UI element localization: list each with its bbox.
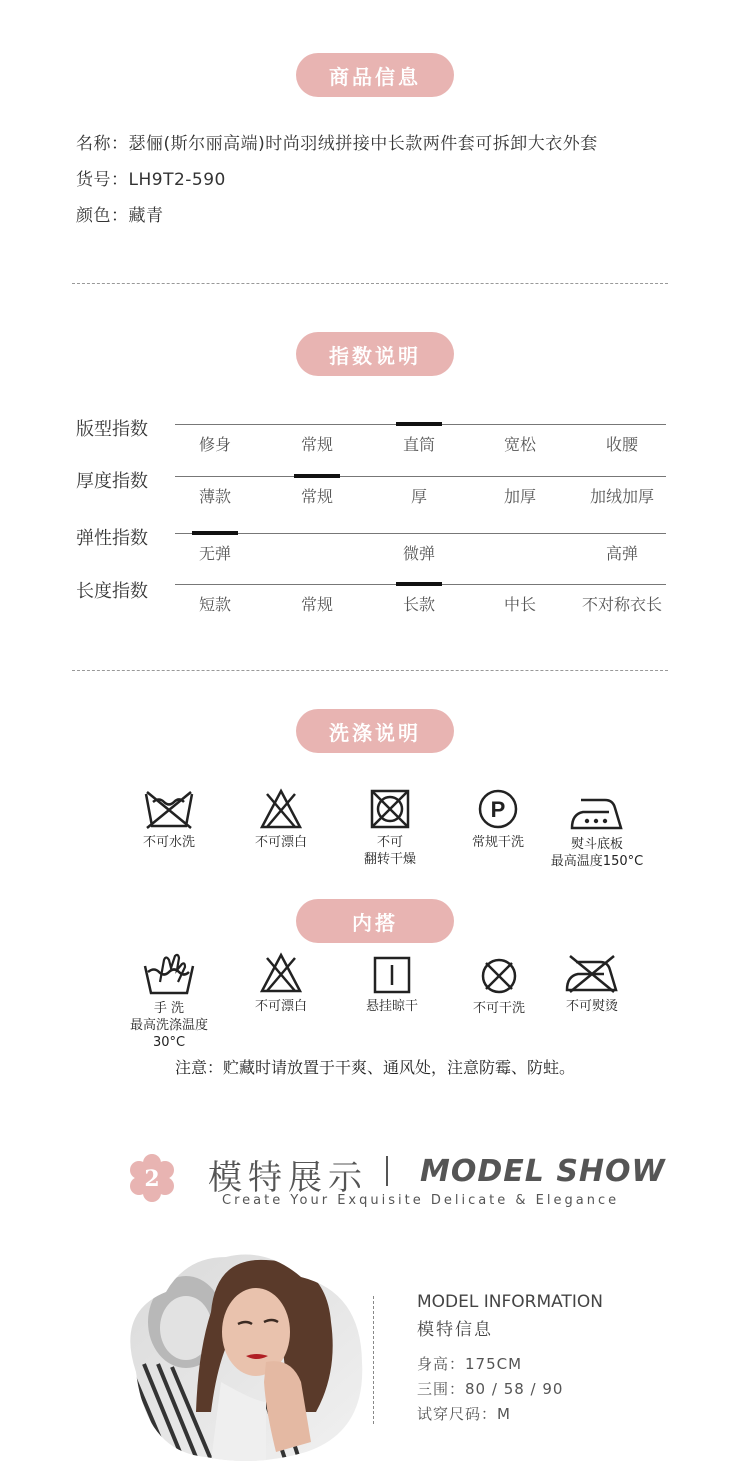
model-measurements-value: 80 / 58 / 90 <box>465 1380 564 1398</box>
index-option: 不对称衣长 <box>581 595 662 614</box>
index-option: 宽松 <box>503 435 536 454</box>
model-info-subtitle: 模特信息 <box>417 1320 493 1340</box>
care-label: 不可熨烫 <box>565 999 618 1014</box>
product-name-value: 瑟俪(斯尔丽高端)时尚羽绒拼接中长款两件套可拆卸大衣外套 <box>128 134 598 154</box>
care-no-water-wash <box>114 788 224 851</box>
index-option: 加厚 <box>503 487 536 506</box>
divider <box>72 283 668 284</box>
model-height-key: 身高： <box>417 1355 466 1373</box>
no-bleach-icon <box>259 952 303 994</box>
section-number: 2 <box>144 1166 160 1192</box>
iron-icon <box>569 792 625 832</box>
index-selected-marker <box>396 422 442 426</box>
index-label: 版型指数 <box>76 419 148 440</box>
model-size-row <box>417 1403 511 1424</box>
index-option: 短款 <box>198 595 231 614</box>
care-label: 不可漂白 <box>254 999 307 1014</box>
care-label: 不可漂白 <box>254 835 307 850</box>
index-selected-marker <box>294 474 340 478</box>
model-size-key: 试穿尺码： <box>417 1405 498 1423</box>
product-sku-key: 货号： <box>76 170 129 190</box>
care-label: 常规干洗 <box>471 835 524 850</box>
no-dry-clean-icon <box>479 956 519 996</box>
index-option: 薄款 <box>198 487 231 506</box>
care-no-tumble-dry <box>335 788 445 868</box>
care-label: 手 洗 最高洗涤温度30°C <box>129 1001 208 1050</box>
section-title-product-info: 商品信息 <box>296 53 454 97</box>
care-hand-wash <box>114 952 224 1051</box>
model-info-title: MODEL INFORMATION <box>417 1292 603 1312</box>
model-measurements-key: 三围： <box>417 1380 466 1398</box>
model-show-subtitle: Create Your Exquisite Delicate & Elegance <box>222 1193 620 1208</box>
index-label: 厚度指数 <box>76 471 148 492</box>
section-title-index: 指数说明 <box>296 332 454 376</box>
section-title-washing: 洗涤说明 <box>296 709 454 753</box>
no-iron-icon <box>564 954 620 994</box>
index-option: 直筒 <box>402 435 435 454</box>
care-label: 悬挂晾干 <box>365 999 418 1014</box>
model-size-value: M <box>497 1405 511 1423</box>
index-selected-marker <box>396 582 442 586</box>
care-label: 不可水洗 <box>142 835 195 850</box>
index-scale-line <box>175 533 666 534</box>
index-option: 厚 <box>410 487 427 506</box>
model-show-title-cn: 模特展示 <box>208 1158 368 1198</box>
index-option: 常规 <box>300 435 333 454</box>
care-label: 不可 翻转干燥 <box>363 835 416 867</box>
index-option: 常规 <box>300 595 333 614</box>
index-option: 常规 <box>300 487 333 506</box>
model-measurements-row <box>417 1378 563 1399</box>
title-separator <box>386 1156 388 1186</box>
info-divider <box>373 1296 374 1424</box>
model-show-title-en: MODEL SHOW <box>420 1154 666 1189</box>
no-tumble-dry-icon <box>369 788 411 830</box>
dry-clean-p-icon <box>477 788 519 830</box>
no-water-wash-icon <box>143 788 195 830</box>
index-option: 长款 <box>402 595 435 614</box>
index-option: 微弹 <box>402 544 435 563</box>
product-name-row <box>76 129 598 154</box>
hand-wash-icon <box>142 952 196 996</box>
storage-note: 注意：贮藏时请放置于干爽、通风处，注意防霉、防蛀。 <box>174 1058 575 1077</box>
flower-number-icon <box>128 1154 176 1202</box>
model-height-row <box>417 1353 522 1374</box>
index-option: 加绒加厚 <box>589 487 654 506</box>
index-option: 收腰 <box>605 435 638 454</box>
product-sku-row <box>76 165 226 190</box>
index-option: 中长 <box>503 595 536 614</box>
product-color-value: 藏青 <box>128 206 164 226</box>
care-dry-clean <box>443 788 553 851</box>
index-option: 无弹 <box>198 544 231 563</box>
index-label: 弹性指数 <box>76 528 148 549</box>
care-iron <box>542 792 652 870</box>
care-no-iron <box>537 954 647 1015</box>
care-label: 不可干洗 <box>472 1001 525 1016</box>
care-line-dry <box>337 956 447 1015</box>
index-label: 长度指数 <box>76 581 148 602</box>
care-no-bleach <box>226 788 336 851</box>
svg-text:P: P <box>490 797 506 822</box>
index-option: 高弹 <box>605 544 638 563</box>
product-color-row <box>76 201 164 226</box>
index-option: 修身 <box>198 435 231 454</box>
product-sku-value: LH9T2-590 <box>128 170 226 190</box>
section-title-inner: 内搭 <box>296 899 454 943</box>
no-bleach-icon <box>259 788 303 830</box>
care-no-bleach-inner <box>226 952 336 1015</box>
product-color-key: 颜色： <box>76 206 129 226</box>
model-height-value: 175CM <box>465 1355 523 1373</box>
care-label: 熨斗底板 最高温度150°C <box>550 837 644 869</box>
model-photo <box>116 1252 364 1462</box>
divider <box>72 670 668 671</box>
product-name-key: 名称： <box>76 134 129 154</box>
index-selected-marker <box>192 531 238 535</box>
line-dry-icon <box>373 956 411 994</box>
index-scale-line <box>175 476 666 477</box>
